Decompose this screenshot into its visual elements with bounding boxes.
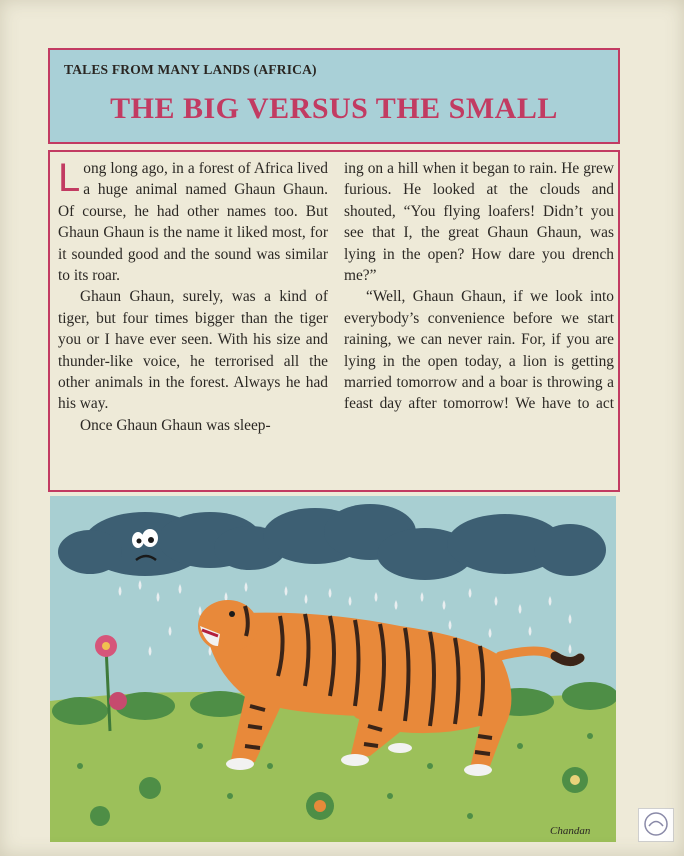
illustration-svg <box>50 496 616 842</box>
story-header <box>48 48 620 144</box>
paragraph: “Well, Ghaun Ghaun, if we look into everybody’s convenience before we start raining, we can never rain. For, if you are lying in the open today, a lion is getting married tomorrow and a boar is throwing a feast day after tomorrow! We have to act <box>344 288 614 413</box>
artist-signature: Chandan <box>550 825 591 837</box>
paragraph: ing on a hill when it began to rain. He grew furious. He looked at the clouds and shouted, “You flying loafers! Didn’t you see that I, the great Ghaun Ghaun, was lying in the open? How dare you drench me?” <box>344 160 614 285</box>
paragraph: Once Ghaun Ghaun was sleep- <box>80 416 271 434</box>
drop-cap: L <box>58 156 81 200</box>
story-text-box <box>48 150 620 492</box>
story-illustration <box>50 496 616 842</box>
paragraph <box>58 158 328 286</box>
story-title: THE BIG VERSUS THE SMALL <box>110 92 558 125</box>
text-column-right <box>344 158 614 415</box>
text-column-left <box>58 158 328 436</box>
seal-logo-icon <box>638 808 674 842</box>
paragraph-text: ong long ago, in a forest of Africa lived a huge animal named Ghaun Ghaun. Of course, he had other names too. But Ghaun Ghaun is the name it liked most, for it sounded good and the sound was similar to its roar. <box>58 160 328 285</box>
paragraph: Ghaun Ghaun, surely, was a kind of tiger, but four times bigger than the tiger you or I have ever seen. With his size and thunder-like voice, he terrorised all the other animals in the forest. Always he had his way. <box>58 288 328 413</box>
series-label: TALES FROM MANY LANDS (AFRICA) <box>64 62 317 77</box>
